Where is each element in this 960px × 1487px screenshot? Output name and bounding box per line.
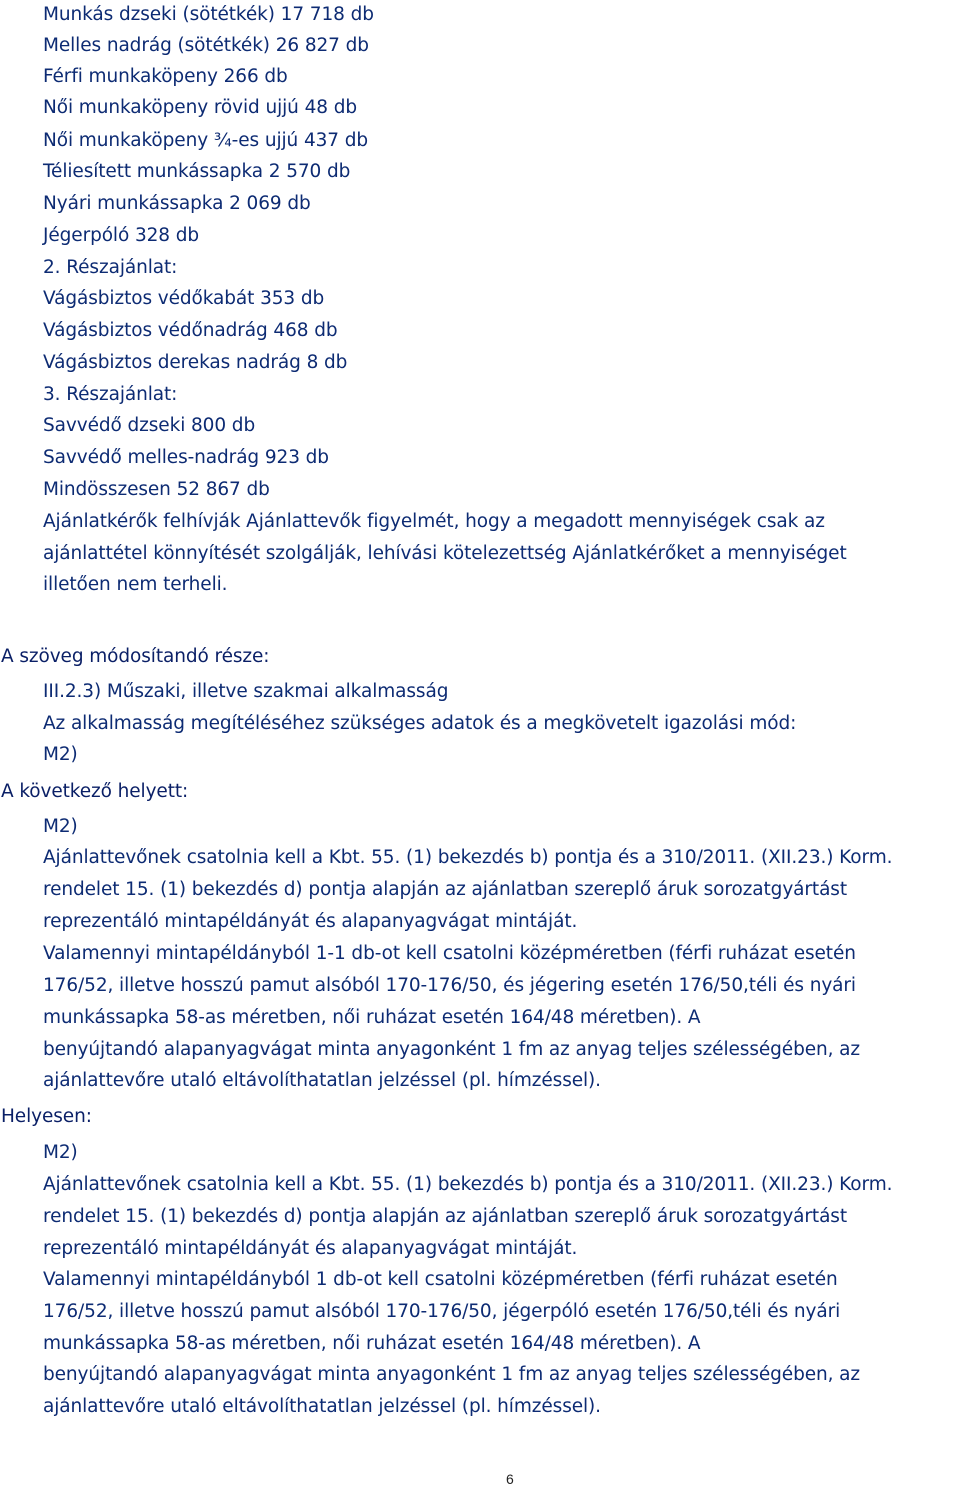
list-item: Vágásbiztos védőkabát 353 db bbox=[43, 288, 325, 309]
paragraph-line: III.2.3) Műszaki, illetve szakmai alkalmasság bbox=[43, 681, 449, 702]
list-item: Savvédő melles-nadrág 923 db bbox=[43, 447, 329, 468]
paragraph-line: ajánlattevőre utaló eltávolíthatatlan jelzéssel (pl. hímzéssel). bbox=[43, 1070, 601, 1091]
list-item: Munkás dzseki (sötétkék) 17 718 db bbox=[43, 4, 374, 25]
paragraph-line: Valamennyi mintapéldányból 1-1 db-ot kell csatolni középméretben (férfi ruházat esetén bbox=[43, 943, 856, 964]
paragraph-line: benyújtandó alapanyagvágat minta anyagonként 1 fm az anyag teljes szélességében, az bbox=[43, 1364, 861, 1385]
paragraph-line: M2) bbox=[43, 1142, 78, 1163]
page-number: 6 bbox=[506, 1471, 514, 1487]
list-item: 3. Részajánlat: bbox=[43, 384, 178, 405]
list-item: Vágásbiztos derekas nadrág 8 db bbox=[43, 352, 348, 373]
paragraph-line: 176/52, illetve hosszú pamut alsóból 170-176/50, és jégering esetén 176/50,téli és nyári bbox=[43, 975, 856, 996]
list-item: Nyári munkássapka 2 069 db bbox=[43, 193, 311, 214]
notice-line: illetően nem terheli. bbox=[43, 574, 228, 595]
section-heading-instead: A következő helyett: bbox=[1, 781, 189, 802]
paragraph-line: Valamennyi mintapéldányból 1 db-ot kell csatolni középméretben (férfi ruházat esetén bbox=[43, 1269, 838, 1290]
paragraph-line: M2) bbox=[43, 816, 78, 837]
list-item: Téliesített munkássapka 2 570 db bbox=[43, 161, 351, 182]
list-item: Női munkaköpeny ¾-es ujjú 437 db bbox=[43, 130, 369, 151]
list-item: 2. Részajánlat: bbox=[43, 257, 178, 278]
paragraph-line: rendelet 15. (1) bekezdés d) pontja alapján az ajánlatban szereplő áruk sorozatgyártást bbox=[43, 1206, 847, 1227]
paragraph-line: benyújtandó alapanyagvágat minta anyagonként 1 fm az anyag teljes szélességében, az bbox=[43, 1039, 861, 1060]
list-item: Melles nadrág (sötétkék) 26 827 db bbox=[43, 35, 369, 56]
list-item: Férfi munkaköpeny 266 db bbox=[43, 66, 288, 87]
list-item: Savvédő dzseki 800 db bbox=[43, 415, 256, 436]
list-item: Mindösszesen 52 867 db bbox=[43, 479, 270, 500]
paragraph-line: munkássapka 58-as méretben, női ruházat esetén 164/48 méretben). A bbox=[43, 1333, 701, 1354]
section-heading-modify: A szöveg módosítandó része: bbox=[1, 646, 270, 667]
list-item: Női munkaköpeny rövid ujjú 48 db bbox=[43, 97, 357, 118]
list-item: Jégerpóló 328 db bbox=[43, 225, 200, 246]
paragraph-line: ajánlattevőre utaló eltávolíthatatlan jelzéssel (pl. hímzéssel). bbox=[43, 1396, 601, 1417]
paragraph-line: munkássapka 58-as méretben, női ruházat esetén 164/48 méretben). A bbox=[43, 1007, 701, 1028]
paragraph-line: M2) bbox=[43, 744, 78, 765]
list-item: Vágásbiztos védőnadrág 468 db bbox=[43, 320, 338, 341]
paragraph-line: rendelet 15. (1) bekezdés d) pontja alapján az ajánlatban szereplő áruk sorozatgyártást bbox=[43, 879, 847, 900]
paragraph-line: Az alkalmasság megítéléséhez szükséges adatok és a megkövetelt igazolási mód: bbox=[43, 713, 797, 734]
paragraph-line: 176/52, illetve hosszú pamut alsóból 170-176/50, jégerpóló esetén 176/50,téli és nyári bbox=[43, 1301, 841, 1322]
notice-line: ajánlattétel könnyítését szolgálják, lehívási kötelezettség Ajánlatkérőket a mennyiséget bbox=[43, 543, 847, 564]
paragraph-line: Ajánlattevőnek csatolnia kell a Kbt. 55. (1) bekezdés b) pontja és a 310/2011. (XII.23.) Korm. bbox=[43, 847, 893, 868]
section-heading-correct: Helyesen: bbox=[1, 1106, 92, 1127]
paragraph-line: reprezentáló mintapéldányát és alapanyagvágat mintáját. bbox=[43, 911, 578, 932]
notice-line: Ajánlatkérők felhívják Ajánlattevők figyelmét, hogy a megadott mennyiségek csak az bbox=[43, 511, 825, 532]
paragraph-line: Ajánlattevőnek csatolnia kell a Kbt. 55. (1) bekezdés b) pontja és a 310/2011. (XII.23.) Korm. bbox=[43, 1174, 893, 1195]
paragraph-line: reprezentáló mintapéldányát és alapanyagvágat mintáját. bbox=[43, 1238, 578, 1259]
